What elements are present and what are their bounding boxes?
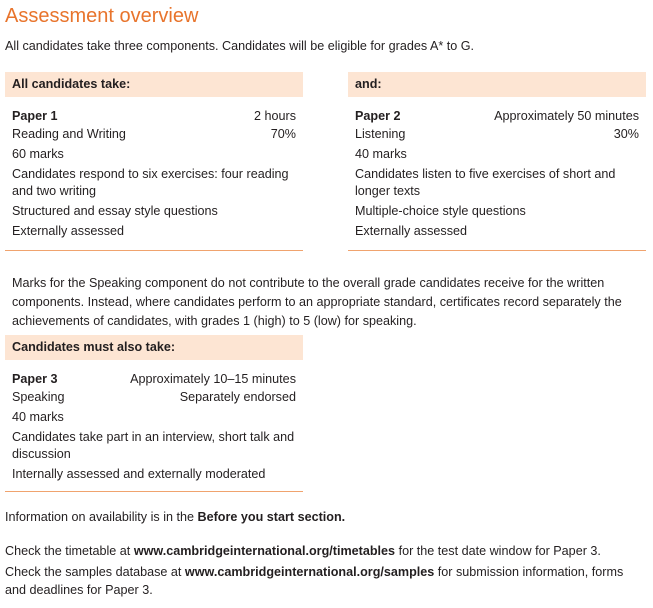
paper3-box	[5, 335, 303, 491]
samples-link[interactable]: www.cambridgeinternational.org/samples	[184, 565, 435, 579]
samples-post: for submission information, forms and deadlines for Paper 3.	[5, 565, 624, 597]
timetable-pre: Check the timetable at	[5, 544, 134, 558]
paper-marks: 40 marks	[355, 147, 407, 161]
paper-assessment: Internally assessed and externally moderated	[12, 467, 266, 481]
paper-assessment: Externally assessed	[12, 224, 124, 238]
paper-duration: Approximately 50 minutes	[494, 109, 639, 123]
box-header: All candidates take:	[5, 72, 303, 97]
intro-text: All candidates take three components. Candidates will be eligible for grades A* to G.	[5, 39, 475, 53]
divider	[5, 250, 303, 251]
paper-skill: Speaking	[12, 390, 65, 404]
paper-skill: Reading and Writing	[12, 127, 126, 141]
paper-assessment: Externally assessed	[355, 224, 467, 238]
samples-pre: Check the samples database at	[5, 565, 185, 579]
timetable-link[interactable]: www.cambridgeinternational.org/timetables	[133, 544, 396, 558]
paper-duration: 2 hours	[253, 109, 296, 123]
divider	[348, 250, 646, 251]
paper-weight: 30%	[613, 127, 639, 141]
paper-weight: Separately endorsed	[179, 390, 296, 404]
divider	[5, 491, 303, 492]
speaking-note: Marks for the Speaking component do not contribute to the overall grade candidates receive for the written components. Instead, where candidates perform to an appropriate standard, certificates record separately the achievements of candidates, with grades 1 (high) to 5 (low) for speaking.	[12, 276, 622, 328]
paper-weight: 70%	[270, 127, 296, 141]
paper-name: Paper 2	[355, 109, 401, 123]
samples-note	[5, 563, 635, 599]
paper2-box	[348, 72, 646, 250]
page-title: Assessment overview	[5, 5, 199, 27]
box-header: Candidates must also take:	[5, 335, 303, 360]
availability-text: Information on availability is in the	[5, 510, 198, 524]
paper-marks: 40 marks	[12, 410, 64, 424]
paper1-box	[5, 72, 303, 250]
paper-marks: 60 marks	[12, 147, 64, 161]
availability-section: Before you start section.	[197, 510, 346, 524]
paper-question-style: Multiple-choice style questions	[355, 204, 526, 218]
paper-duration: Approximately 10–15 minutes	[130, 372, 296, 386]
paper-question-style: Structured and essay style questions	[12, 204, 218, 218]
paper-description: Candidates respond to six exercises: four reading and two writing	[12, 167, 289, 198]
timetable-post: for the test date window for Paper 3.	[395, 544, 601, 558]
timetable-note	[5, 542, 601, 560]
availability-note	[5, 508, 345, 526]
paper-name: Paper 3	[12, 372, 58, 386]
box-header: and:	[348, 72, 646, 97]
paper-skill: Listening	[355, 127, 406, 141]
paper-description: Candidates listen to five exercises of short and longer texts	[355, 167, 616, 198]
paper-name: Paper 1	[12, 109, 58, 123]
paper-description: Candidates take part in an interview, short talk and discussion	[12, 430, 295, 461]
